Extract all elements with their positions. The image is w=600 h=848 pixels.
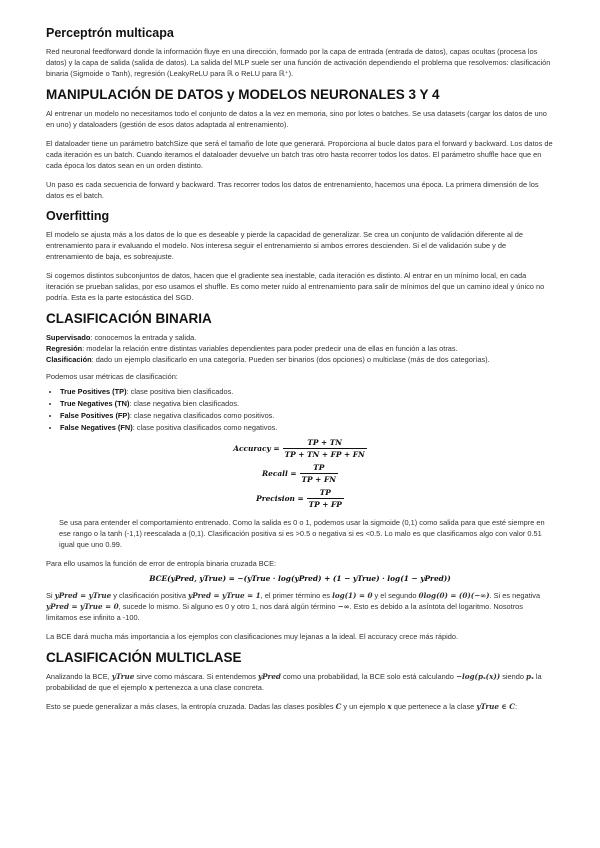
metrics-intro: Podemos usar métricas de clasificación: (46, 372, 178, 381)
multiclass-paragraph-2: Esto se puede generalizar a más clases, la entropía cruzada. Dadas las clases posibles C y un ejemplo x que pertenece a la clase yTrue ∈ C: (46, 702, 518, 711)
dataloader-paragraph: El dataloader tiene un parámetro batchSize que será el tamaño de lote que generará. Proporciona al bucle datos para el forward y backward. Los datos de cada iteración es un batch. Cuando iteramos el dataloader devuelve un batch tras otro hasta recorrer todos los datos. El parámetro shuffle hace que en cada época los datos sean en un orden distinto. (46, 139, 553, 170)
section-title-overfitting: Overfitting (46, 209, 110, 223)
metric-fn: • False Negatives (FN): clase positiva clasificados como negativos. (60, 422, 554, 434)
precision-formula: Precision = $\frac{TP}{TP + FP}$ (256, 488, 342, 509)
def-supervised-label: Supervisado (46, 333, 91, 342)
definitions-block (46, 332, 554, 365)
metric-tp: • True Positives (TP): clase positiva bien clasificados. (60, 386, 554, 398)
sigmoid-paragraph: Se usa para entender el comportamiento entrenado. Como la salida es 0 o 1, podemos usar la sigmoide (0,1) como salida para que esté siempre en ese rango o la tanh (-1,1) reescalada a (0,1). Clasificación positiva si es >0.5 o negativa si es <0.5. Lo malo es que clasificamos algo con valor 0.51 igual que uno 0.99. (59, 518, 545, 549)
section-title-perceptron: Perceptrón multicapa (46, 26, 174, 40)
def-classification-text: : dado un ejemplo clasificarlo en una categoría. Pueden ser binarios (dos opciones) o multiclase (más de dos categorías). (91, 355, 490, 364)
bce-intro: Para ello usamos la función de error de entropía binaria cruzada BCE: (46, 559, 277, 568)
multiclass-paragraph-1: Analizando la BCE, yTrue sirve como máscara. Si entendemos yPred como una probabilidad, la BCE solo está calculando −log(pₓ(x)) siendo pₓ la probabilidad de que el ejemplo x pertenezca a una clase concreta. (46, 672, 542, 692)
bce-explanation: Si yPred = yTrue y clasificación positiva yPred = yTrue = 1, el primer término es log(1) = 0 y el segundo 0log(0) = (0)(−∞). Si es negativa yPred = yTrue = 0, sucede lo mismo. Si alguno es 0 y otro 1, nos dará algún término −∞. Esto es debido a la asíntota del logaritmo. Nosotros limitamos ese infinito a -100. (46, 591, 541, 622)
epoch-paragraph: Un paso es cada secuencia de forward y backward. Tras recorrer todos los datos de entrenamiento, hacemos una época. La primera dimensión de los datos es el batch. (46, 180, 539, 200)
metric-fp: • False Positives (FP): clase negativa clasificados como positivos. (60, 410, 554, 422)
overfitting-paragraph: El modelo se ajusta más a los datos de lo que es deseable y pierde la capacidad de generalizar. Se crea un conjunto de validación diferente al de entrenamiento para ir evaluando el modelo. Nos interesa seguir el entrenamiento si ambos errores descienden. Si el de validación sube y de entrenamiento de baja, es sobreajuste. (46, 230, 524, 261)
perceptron-paragraph: Red neuronal feedforward donde la información fluye en una dirección, formado por la capa de entrada (entrada de datos), capas ocultas (procesa los datos) y la capa de salida (salida de datos). La salida del MLP suele ser una función de activación dependiendo el problema que resolvemos: clasificación binaria (Sigmoide o Tanh), regresión (LeakyReLU para ℝ o ReLU para ℝ⁺). (46, 47, 551, 78)
section-title-multiclass: CLASIFICACIÓN MULTICLASE (46, 650, 242, 665)
document-page (46, 26, 554, 720)
metric-tn: • True Negatives (TN): clase negativa bien clasificados. (60, 398, 554, 410)
section-title-data-manipulation: MANIPULACIÓN DE DATOS y MODELOS NEURONALES 3 Y 4 (46, 87, 440, 102)
sgd-paragraph: Si cogemos distintos subconjuntos de datos, hacen que el gradiente sea inestable, cada iteración es distinto. Al entrar en un mínimo local, en cada iteración se prueban salidas, por eso usamos el shuffle. Es como meter ruido al entrenamiento para salir de mínimos del que un camino ideal y único no podría. Esta es la parte estocástica del SGD. (46, 271, 545, 302)
def-regression-label: Regresión (46, 344, 83, 353)
batches-paragraph: Al entrenar un modelo no necesitamos todo el conjunto de datos a la vez en memoria, sino por lotes o batches. Se usa datasets (cargar los datos de uno en uno) y dataloaders (gestión de esos datos adaptada al entrenamiento). (46, 109, 547, 129)
metrics-list (46, 386, 554, 434)
accuracy-formula: Accuracy = $\frac{TP + TN}{TP + TN + FP + FN}$ (233, 438, 365, 459)
def-classification-label: Clasificación (46, 355, 92, 364)
def-regression-text: : modelar la relación entre distintas variables dependientes para poder predecir una de ellas en función a las otras. (82, 344, 458, 353)
section-title-binary-classification: CLASIFICACIÓN BINARIA (46, 311, 212, 326)
bce-formula: BCE(yPred, yTrue) = −(yTrue · log(yPred) + (1 − yTrue) · log(1 − yPred)) (149, 574, 451, 583)
def-supervised-text: : conocemos la entrada y salida. (90, 333, 197, 342)
bce-outliers-paragraph: La BCE dará mucha más importancia a los ejemplos con clasificaciones muy lejanas a la ideal. El accuracy crece más rápido. (46, 632, 459, 641)
recall-formula: Recall = $\frac{TP}{TP + FN}$ (262, 463, 336, 484)
